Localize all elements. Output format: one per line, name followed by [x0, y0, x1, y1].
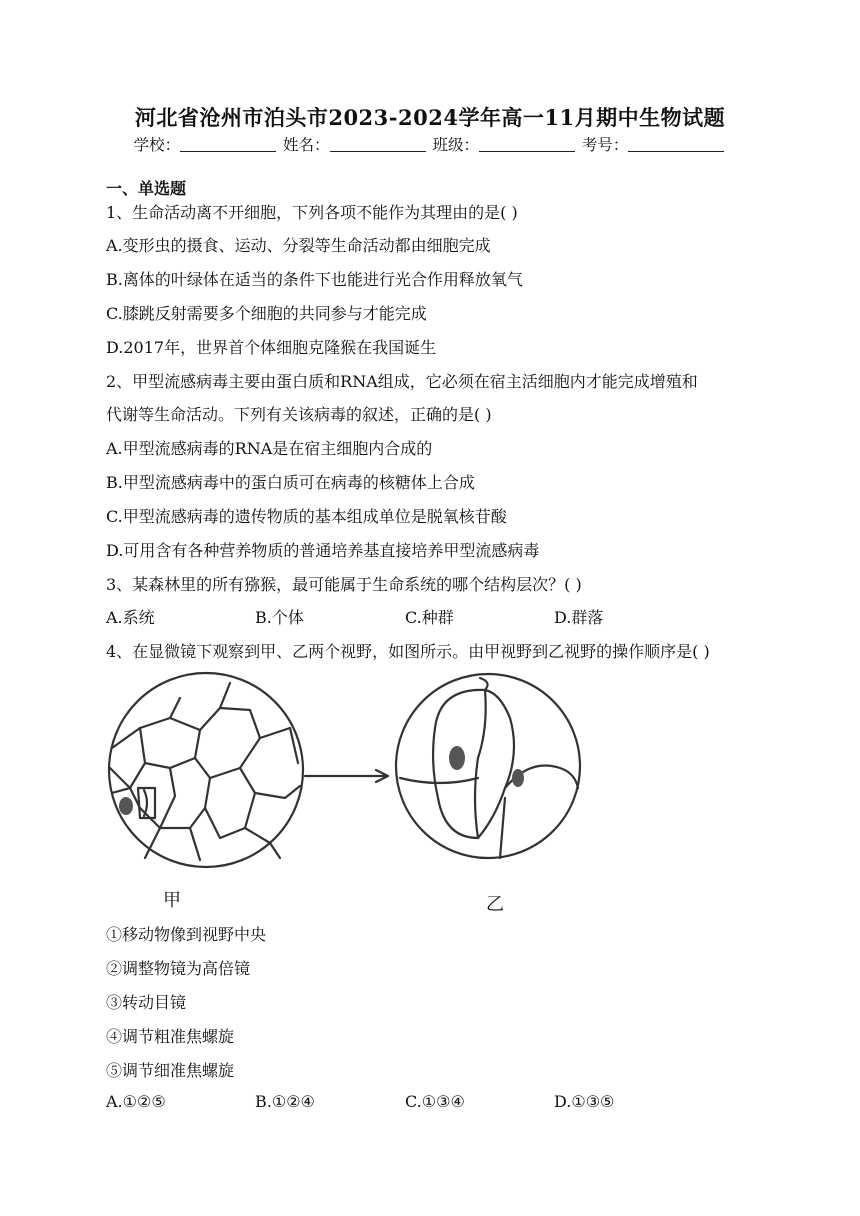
exam-no-blank [628, 137, 724, 152]
page-title: 河北省沧州市泊头市2023-2024学年高一11月期中生物试题 [134, 105, 726, 130]
q3-stem: 3、某森林里的所有猕猴，最可能属于生命系统的哪个结构层次？( ) [106, 575, 582, 594]
name-label: 姓名： [283, 136, 330, 154]
q4-step-2: ②调整物镜为高倍镜 [106, 959, 251, 978]
q3-option-d: D.群落 [554, 608, 604, 627]
field-jia-cells [110, 683, 300, 860]
q2-option-a: A.甲型流感病毒的RNA是在宿主细胞内合成的 [106, 439, 433, 458]
fig-label-jia: 甲 [163, 890, 181, 911]
q4-step-3: ③转动目镜 [106, 993, 187, 1012]
q3-option-b: B.个体 [255, 608, 304, 627]
q1-stem: 1、生命活动离不开细胞，下列各项不能作为其理由的是( ) [106, 203, 518, 222]
q4-stem: 4、在显微镜下观察到甲、乙两个视野，如图所示。由甲视野到乙视野的操作顺序是( ) [106, 642, 710, 661]
field-yi-cells [400, 678, 578, 858]
q4-option-b: B.①②④ [255, 1092, 315, 1111]
q2-option-b: B.甲型流感病毒中的蛋白质可在病毒的核糖体上合成 [106, 473, 475, 492]
q4-step-1: ①移动物像到视野中央 [106, 925, 267, 944]
fig-label-yi: 乙 [486, 894, 504, 915]
exam-no-label: 考号： [581, 136, 629, 154]
q2-stem-line2: 代谢等生命活动。下列有关该病毒的叙述，正确的是( ) [106, 405, 492, 424]
q4-option-c: C.①③④ [405, 1092, 465, 1111]
field-yi-nucleus-right [512, 769, 524, 787]
student-info-line [0, 133, 860, 155]
q4-step-4: ④调节粗准焦螺旋 [106, 1027, 235, 1046]
field-yi-nucleus-left [449, 746, 465, 770]
q4-option-a: A.①②⑤ [106, 1092, 166, 1111]
q2-option-d: D.可用含有各种营养物质的普通培养基直接培养甲型流感病毒 [106, 541, 540, 560]
class-label: 班级： [432, 136, 479, 154]
q2-stem-line1: 2、甲型流感病毒主要由蛋白质和RNA组成，它必须在宿主活细胞内才能完成增殖和 [106, 372, 698, 391]
q3-option-a: A.系统 [106, 608, 155, 627]
section-title: 一、单选题 [106, 179, 187, 198]
q1-option-b: B.离体的叶绿体在适当的条件下也能进行光合作用释放氧气 [106, 270, 523, 289]
name-blank [330, 137, 426, 152]
q4-option-d: D.①③⑤ [554, 1092, 615, 1111]
field-jia-nucleus [119, 797, 133, 815]
q3-option-c: C.种群 [405, 608, 454, 627]
q2-option-c: C.甲型流感病毒的遗传物质的基本组成单位是脱氧核苷酸 [106, 507, 507, 526]
q1-option-a: A.变形虫的摄食、运动、分裂等生命活动都由细胞完成 [106, 236, 491, 255]
q1-option-c: C.膝跳反射需要多个细胞的共同参与才能完成 [106, 304, 427, 323]
microscope-figure [100, 668, 600, 918]
school-label: 学校： [133, 136, 181, 154]
q1-option-d: D.2017年，世界首个体细胞克隆猴在我国诞生 [106, 338, 437, 357]
q4-step-5: ⑤调节细准焦螺旋 [106, 1061, 235, 1080]
school-blank [180, 137, 276, 152]
field-jia-circle [109, 673, 303, 867]
microscope-fields-diagram [100, 668, 600, 918]
class-blank [479, 137, 575, 152]
